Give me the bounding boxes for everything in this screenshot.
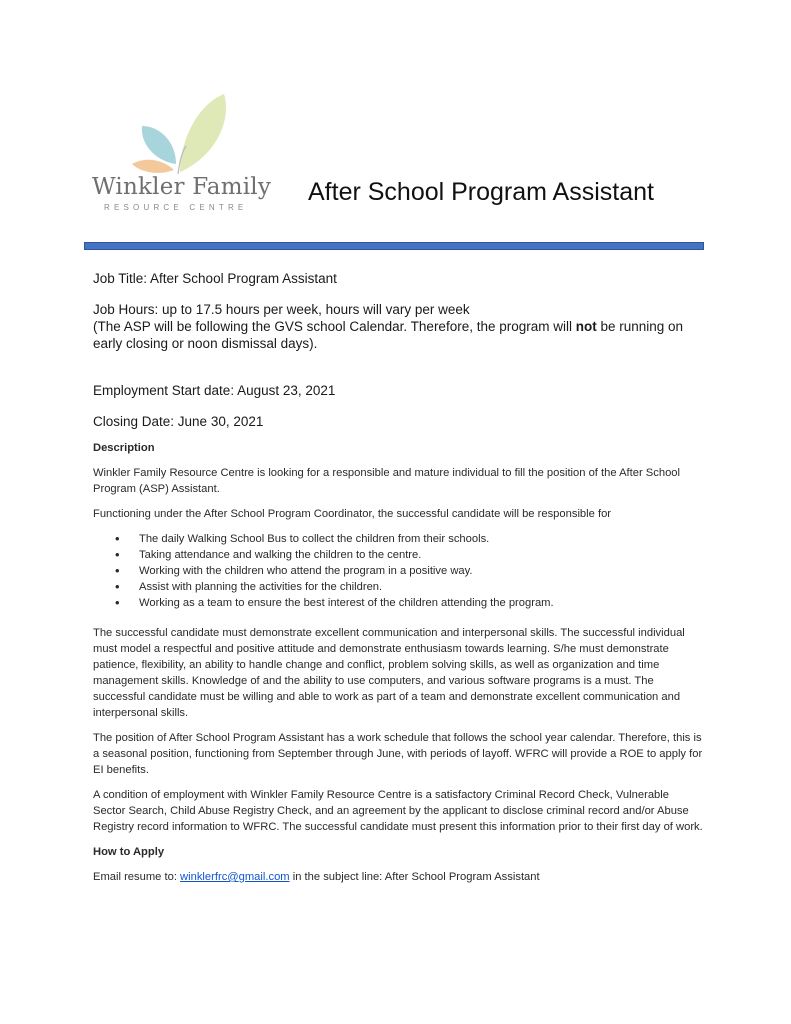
skills-paragraph: The successful candidate must demonstrate excellent communication and interpersonal skills. The successful individual must model a respectful and positive attitude and demonstrate enthusiasm towards learning. S/he must demonstrate patience, flexibility, an ability to handle change and conflict, problem solving skills, as well as organization and time management skills. Knowledge of and the ability to use computers, and various software programs is a must. The successful candidate must be willing and able to work as part of a team and demonstrate excellent communication and interpersonal skills. [93, 627, 685, 719]
apply-post: in the subject line: After School Program Assistant [289, 871, 540, 883]
list-item: • Working with the children who attend the program in a positive way. [93, 563, 703, 579]
logo-subtitle: RESOURCE CENTRE [104, 203, 248, 212]
page-title: After School Program Assistant [308, 178, 654, 206]
organization-logo [88, 90, 272, 215]
logo-wordmark: Winkler Family [92, 174, 272, 200]
job-hours-line: Job Hours: up to 17.5 hours per week, hours will vary per week [93, 302, 470, 317]
calendar-note-pre: (The ASP will be following the GVS school Calendar. Therefore, the program will [93, 319, 576, 334]
header-divider [84, 242, 704, 250]
email-link[interactable]: winklerfrc@gmail.com [180, 871, 290, 883]
calendar-note [93, 318, 703, 352]
apply-line [93, 869, 703, 885]
start-date-line: Employment Start date: August 23, 2021 [93, 383, 336, 398]
list-item: • The daily Walking School Bus to collect the children from their schools. [93, 531, 703, 547]
how-to-apply-heading: How to Apply [93, 846, 165, 858]
list-item: • Working as a team to ensure the best interest of the children attending the program. [93, 595, 703, 611]
closing-date-line: Closing Date: June 30, 2021 [93, 414, 264, 429]
schedule-paragraph: The position of After School Program Assistant has a work schedule that follows the school year calendar. Therefore, this is a seasonal position, functioning from September through June, with periods of layoff. WFRC will provide a ROE to apply for EI benefits. [93, 732, 703, 776]
job-title-line: Job Title: After School Program Assistant [93, 271, 337, 286]
calendar-note-post: be running on early closing or noon dismissal days). [93, 319, 684, 351]
description-intro: Winkler Family Resource Centre is looking for a responsible and mature individual to fill the position of the After School Program (ASP) Assistant. [93, 467, 681, 495]
calendar-note-emphasis: not [575, 319, 597, 334]
condition-paragraph: A condition of employment with Winkler Family Resource Centre is a satisfactory Criminal Record Check, Vulnerable Sector Search, Child Abuse Registry Check, and an agreement by the applicant to disclose criminal record and/or Abuse Registry record information to WFRC. The successful candidate must present this information prior to their first day of work. [93, 789, 703, 833]
description-heading: Description [93, 442, 155, 454]
duties-list [93, 531, 703, 611]
apply-pre: Email resume to: [93, 871, 181, 883]
job-posting-body [93, 270, 703, 885]
functioning-line: Functioning under the After School Program Coordinator, the successful candidate will be responsible for [93, 508, 612, 520]
leaf-logo-icon [128, 90, 238, 180]
list-item: • Assist with planning the activities for the children. [93, 579, 703, 595]
list-item: • Taking attendance and walking the children to the centre. [93, 547, 703, 563]
